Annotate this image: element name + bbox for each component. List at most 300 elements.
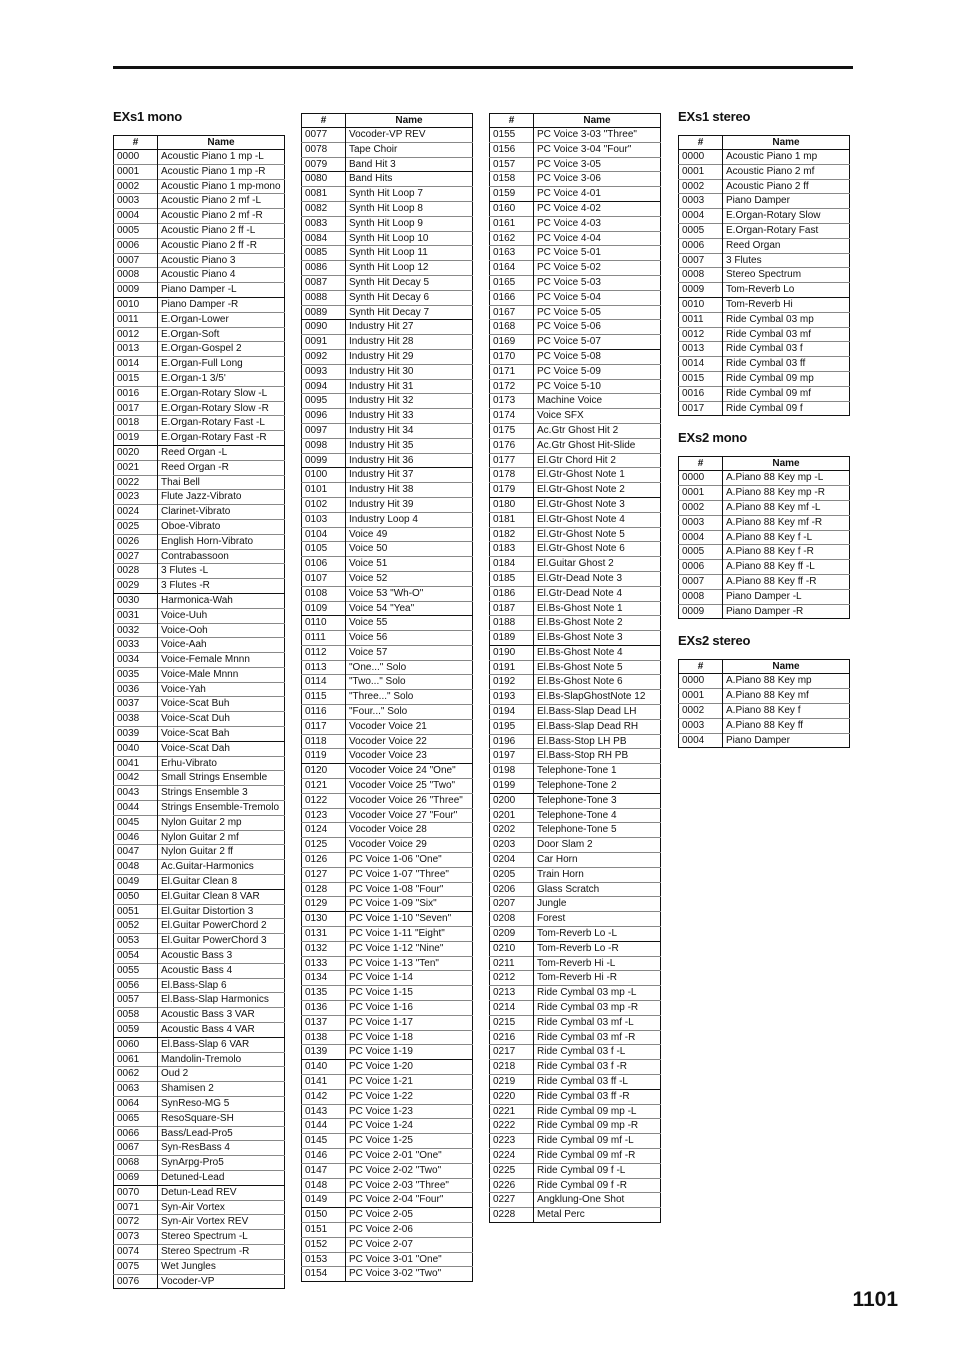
sample-name: PC Voice 2-06 <box>346 1222 473 1237</box>
sample-name: E.Organ-Soft <box>158 327 285 342</box>
table-row <box>302 1060 473 1075</box>
table-row <box>490 379 661 394</box>
table-row <box>302 571 473 586</box>
header-name: Name <box>346 114 473 128</box>
table-row <box>679 589 850 604</box>
sample-number: 0225 <box>490 1163 534 1178</box>
table-row <box>490 1148 661 1163</box>
sample-number: 0019 <box>114 431 158 446</box>
table-row <box>114 534 285 549</box>
sample-number: 0142 <box>302 1089 346 1104</box>
table-row <box>114 401 285 416</box>
table-row <box>114 845 285 860</box>
sample-name: Voice 56 <box>346 631 473 646</box>
table-row <box>302 1134 473 1149</box>
sample-number: 0186 <box>490 586 534 601</box>
sample-number: 0151 <box>302 1222 346 1237</box>
table-row <box>114 1052 285 1067</box>
sample-name: Voice 55 <box>346 616 473 631</box>
sample-name: PC Voice 1-14 <box>346 971 473 986</box>
sample-number: 0008 <box>679 589 723 604</box>
sample-name: Telephone-Tone 1 <box>534 764 661 779</box>
table-row <box>679 401 850 416</box>
sample-number: 0095 <box>302 394 346 409</box>
sample-name: El.Gtr-Ghost Note 5 <box>534 527 661 542</box>
sample-name: Ride Cymbal 09 f <box>723 401 850 416</box>
table-row <box>114 1215 285 1230</box>
table-row <box>302 1015 473 1030</box>
sample-name: E.Organ-Rotary Slow -R <box>158 401 285 416</box>
sample-name: PC Voice 3-03 "Three" <box>537 129 637 140</box>
sample-number: 0002 <box>114 179 158 194</box>
sample-number: 0047 <box>114 845 158 860</box>
sample-number: 0184 <box>490 557 534 572</box>
sample-name: Industry Hit 33 <box>346 409 473 424</box>
sample-number: 0084 <box>302 231 346 246</box>
sample-name: Nylon Guitar 2 mp <box>158 815 285 830</box>
table-row <box>302 423 473 438</box>
sample-name: El.Guitar Clean 8 <box>158 875 285 890</box>
table-row <box>114 179 285 194</box>
table-row <box>490 1193 661 1208</box>
top-rule <box>113 66 853 69</box>
table-row <box>114 638 285 653</box>
sample-number: 0172 <box>490 379 534 394</box>
sample-name: Acoustic Piano 2 mf -R <box>158 209 285 224</box>
table-row <box>302 882 473 897</box>
table-row <box>302 749 473 764</box>
table-row <box>302 719 473 734</box>
sample-number: 0113 <box>302 660 346 675</box>
table-row <box>302 1045 473 1060</box>
sample-number: 0015 <box>679 371 723 386</box>
sample-number: 0043 <box>114 786 158 801</box>
table-row <box>490 571 661 586</box>
table-row <box>679 604 850 619</box>
table-row <box>114 1259 285 1274</box>
table-row <box>302 867 473 882</box>
table-row <box>114 549 285 564</box>
sample-number: 0093 <box>302 364 346 379</box>
sample-number: 0179 <box>490 483 534 498</box>
sample-number: 0164 <box>490 261 534 276</box>
sample-number: 0013 <box>114 342 158 357</box>
sample-number: 0065 <box>114 1111 158 1126</box>
sample-number: 0180 <box>490 497 534 512</box>
table-row <box>114 1230 285 1245</box>
sample-number: 0038 <box>114 712 158 727</box>
table-row <box>114 564 285 579</box>
sample-number: 0087 <box>302 275 346 290</box>
sample-number: 0221 <box>490 1104 534 1119</box>
sample-number: 0001 <box>679 689 723 704</box>
sample-name: Voice 57 <box>346 645 473 660</box>
table-row <box>679 327 850 342</box>
sample-number: 0027 <box>114 549 158 564</box>
sample-name: A.Piano 88 Key f <box>723 703 850 718</box>
table-row <box>302 1193 473 1208</box>
table-row <box>679 545 850 560</box>
table-row <box>490 749 661 764</box>
table-row <box>490 453 661 468</box>
table-row <box>302 335 473 350</box>
sample-name: Machine Voice <box>534 394 661 409</box>
table-row <box>302 542 473 557</box>
sample-name: E.Organ-Rotary Slow -L <box>158 386 285 401</box>
sample-name: Reed Organ <box>723 238 850 253</box>
sample-number: 0133 <box>302 956 346 971</box>
sample-name: Piano Damper <box>723 733 850 748</box>
sample-number: 0146 <box>302 1148 346 1163</box>
sample-name: Ride Cymbal 09 mf -R <box>534 1148 661 1163</box>
table-row <box>490 631 661 646</box>
sample-name: E.Organ-Rotary Fast <box>723 223 850 238</box>
table-row <box>302 631 473 646</box>
sample-name: Voice-Male Mnnn <box>158 667 285 682</box>
sample-number: 0028 <box>114 564 158 579</box>
table-row <box>679 574 850 589</box>
sample-name: Jungle <box>534 897 661 912</box>
table-row <box>490 1089 661 1104</box>
exs2-stereo-title: EXs2 stereo <box>678 633 751 649</box>
sample-number: 0092 <box>302 349 346 364</box>
sample-number: 0069 <box>114 1170 158 1185</box>
sample-number: 0153 <box>302 1252 346 1267</box>
sample-name: Metal Perc <box>534 1208 661 1223</box>
sample-name: Vocoder Voice 21 <box>346 719 473 734</box>
sample-number: 0147 <box>302 1163 346 1178</box>
table-row <box>679 500 850 515</box>
table-row <box>302 557 473 572</box>
sample-name: PC Voice 1-20 <box>346 1060 473 1075</box>
sample-number: 0135 <box>302 986 346 1001</box>
sample-name: Ride Cymbal 03 f -L <box>534 1045 661 1060</box>
sample-number: 0080 <box>302 172 346 187</box>
sample-name: Synth Hit Loop 8 <box>346 201 473 216</box>
table-row <box>114 756 285 771</box>
table-row <box>302 927 473 942</box>
sample-number: 0140 <box>302 1060 346 1075</box>
sample-name: Door Slam 2 <box>534 838 661 853</box>
table-row <box>302 853 473 868</box>
sample-name: Industry Hit 30 <box>346 364 473 379</box>
sample-number: 0196 <box>490 734 534 749</box>
sample-number: 0168 <box>490 320 534 335</box>
sample-name: Acoustic Piano 2 mf <box>723 164 850 179</box>
page-number: 1101 <box>852 1288 898 1311</box>
sample-name: PC Voice 4-02 <box>534 201 661 216</box>
table-row <box>490 409 661 424</box>
table-row <box>114 1244 285 1259</box>
sample-name: A.Piano 88 Key ff <box>723 718 850 733</box>
sample-number: 0205 <box>490 867 534 882</box>
table-row <box>302 320 473 335</box>
table-row <box>490 586 661 601</box>
sample-name: PC Voice 2-01 "One" <box>346 1148 473 1163</box>
table-row <box>114 505 285 520</box>
sample-name: Telephone-Tone 2 <box>534 779 661 794</box>
sample-number: 0204 <box>490 853 534 868</box>
sample-number: 0138 <box>302 1030 346 1045</box>
sample-name: Nylon Guitar 2 ff <box>158 845 285 860</box>
sample-name: Ride Cymbal 09 mp -L <box>534 1104 661 1119</box>
sample-number: 0114 <box>302 675 346 690</box>
sample-number: 0102 <box>302 497 346 512</box>
sample-name: Acoustic Bass 3 <box>158 949 285 964</box>
sample-number: 0211 <box>490 956 534 971</box>
table-row <box>490 1208 661 1223</box>
sample-name: Industry Hit 28 <box>346 335 473 350</box>
sample-name: Ride Cymbal 03 mp -R <box>534 1001 661 1016</box>
table-row <box>114 1126 285 1141</box>
table-row <box>679 386 850 401</box>
sample-number: 0002 <box>679 703 723 718</box>
table-row <box>679 689 850 704</box>
sample-name: Telephone-Tone 5 <box>534 823 661 838</box>
sample-name: El.Gtr-Ghost Note 3 <box>534 497 661 512</box>
header-name: Name <box>534 114 661 128</box>
sample-number: 0220 <box>490 1089 534 1104</box>
sample-number: 0177 <box>490 453 534 468</box>
sample-name: Vocoder-VP REV <box>349 129 426 140</box>
sample-name: "Three..." Solo <box>346 690 473 705</box>
table-row <box>490 557 661 572</box>
sample-name: Piano Damper -R <box>723 604 850 619</box>
sample-name: Ride Cymbal 03 ff -L <box>534 1075 661 1090</box>
exs1-mono-table-1 <box>113 135 285 1289</box>
sample-name: Contrabassoon <box>158 549 285 564</box>
sample-name: Band Hit 3 <box>346 157 473 172</box>
sample-name: PC Voice 2-03 "Three" <box>346 1178 473 1193</box>
sample-name: PC Voice 2-02 "Two" <box>346 1163 473 1178</box>
sample-name: Ride Cymbal 03 mf -L <box>534 1015 661 1030</box>
sample-name: Synth Hit Decay 6 <box>346 290 473 305</box>
sample-number: 0003 <box>679 515 723 530</box>
sample-name: Vocoder-VP <box>158 1274 285 1289</box>
sample-number: 0132 <box>302 941 346 956</box>
table-row <box>490 142 661 157</box>
sample-number: 0004 <box>679 733 723 748</box>
table-row <box>490 468 661 483</box>
header-name: Name <box>158 136 285 150</box>
sample-number: 0195 <box>490 719 534 734</box>
sample-number: 0136 <box>302 1001 346 1016</box>
sample-number: 0157 <box>490 157 534 172</box>
table-row <box>490 349 661 364</box>
sample-name: PC Voice 1-24 <box>346 1119 473 1134</box>
table-row <box>490 438 661 453</box>
header-number: # <box>679 136 723 150</box>
sample-name: Clarinet-Vibrato <box>158 505 285 520</box>
table-row <box>114 697 285 712</box>
sample-name: Shamisen 2 <box>158 1082 285 1097</box>
sample-number: 0075 <box>114 1259 158 1274</box>
sample-number: 0105 <box>302 542 346 557</box>
sample-name: ResoSquare-SH <box>158 1111 285 1126</box>
sample-number: 0137 <box>302 1015 346 1030</box>
sample-name: PC Voice 3-05 <box>534 157 661 172</box>
header-number: # <box>114 136 158 150</box>
sample-number: 0212 <box>490 971 534 986</box>
sample-number: 0104 <box>302 527 346 542</box>
sample-number: 0016 <box>114 386 158 401</box>
table-row <box>302 1089 473 1104</box>
table-row <box>114 386 285 401</box>
sample-number: 0014 <box>114 357 158 372</box>
table-row <box>302 705 473 720</box>
table-row <box>302 438 473 453</box>
sample-number: 0068 <box>114 1156 158 1171</box>
sample-name: PC Voice 5-01 <box>534 246 661 261</box>
sample-number: 0005 <box>679 223 723 238</box>
sample-name: Industry Hit 37 <box>346 468 473 483</box>
table-row <box>490 187 661 202</box>
table-row <box>490 128 661 143</box>
sample-name: 3 Flutes <box>723 253 850 268</box>
table-row <box>114 1274 285 1289</box>
table-row <box>114 431 285 446</box>
sample-name: El.Bass-Stop LH PB <box>534 734 661 749</box>
sample-name: PC Voice 3-01 "One" <box>346 1252 473 1267</box>
sample-number: 0096 <box>302 409 346 424</box>
table-row <box>302 1252 473 1267</box>
sample-name: Acoustic Piano 1 mp-mono <box>158 179 285 194</box>
table-row <box>114 268 285 283</box>
table-row <box>114 904 285 919</box>
table-row <box>114 860 285 875</box>
sample-name: Piano Damper <box>723 194 850 209</box>
table-row <box>302 690 473 705</box>
sample-name: Industry Loop 4 <box>346 512 473 527</box>
sample-number: 0110 <box>302 616 346 631</box>
table-row <box>114 1008 285 1023</box>
sample-number: 0024 <box>114 505 158 520</box>
sample-number: 0001 <box>679 486 723 501</box>
sample-number: 0041 <box>114 756 158 771</box>
sample-name: PC Voice 1-23 <box>346 1104 473 1119</box>
table-row <box>679 268 850 283</box>
sample-number: 0199 <box>490 779 534 794</box>
sample-name: A.Piano 88 Key mp -L <box>726 472 824 484</box>
exs1-mono-table-3 <box>489 113 661 1223</box>
table-row <box>679 515 850 530</box>
sample-name: Voice-Female Mnnn <box>158 653 285 668</box>
sample-number: 0074 <box>114 1244 158 1259</box>
sample-name: Ride Cymbal 09 f -L <box>534 1163 661 1178</box>
table-row <box>302 1001 473 1016</box>
table-row <box>114 608 285 623</box>
sample-number: 0127 <box>302 867 346 882</box>
table-row <box>679 718 850 733</box>
sample-name: Acoustic Piano 1 mp -R <box>158 164 285 179</box>
table-row <box>490 1030 661 1045</box>
table-row <box>302 1104 473 1119</box>
table-row <box>490 527 661 542</box>
table-row <box>679 703 850 718</box>
table-row <box>679 253 850 268</box>
sample-name: E.Organ-Lower <box>158 312 285 327</box>
sample-name: Industry Hit 35 <box>346 438 473 453</box>
sample-name: Voice-Scat Bah <box>158 727 285 742</box>
sample-number: 0208 <box>490 912 534 927</box>
sample-number: 0120 <box>302 764 346 779</box>
table-row <box>114 741 285 756</box>
sample-name: Piano Damper -L <box>158 283 285 298</box>
sample-number: 0032 <box>114 623 158 638</box>
sample-name: Vocoder Voice 24 "One" <box>346 764 473 779</box>
sample-number: 0037 <box>114 697 158 712</box>
table-row <box>679 179 850 194</box>
sample-name: "One..." Solo <box>346 660 473 675</box>
table-row <box>679 560 850 575</box>
table-row <box>490 290 661 305</box>
sample-number: 0083 <box>302 216 346 231</box>
table-row <box>114 815 285 830</box>
sample-number: 0216 <box>490 1030 534 1045</box>
sample-name: Ride Cymbal 03 ff -R <box>534 1089 661 1104</box>
sample-name: PC Voice 4-01 <box>534 187 661 202</box>
table-row <box>114 875 285 890</box>
sample-number: 0002 <box>679 500 723 515</box>
sample-name: PC Voice 1-12 "Nine" <box>346 941 473 956</box>
sample-name: Ride Cymbal 09 mf <box>723 386 850 401</box>
sample-number: 0009 <box>679 283 723 298</box>
sample-number: 0118 <box>302 734 346 749</box>
table-row <box>490 1075 661 1090</box>
sample-number: 0062 <box>114 1067 158 1082</box>
table-row <box>490 1060 661 1075</box>
sample-number: 0012 <box>679 327 723 342</box>
sample-number: 0081 <box>302 187 346 202</box>
sample-name: Industry Hit 39 <box>346 497 473 512</box>
sample-number: 0115 <box>302 690 346 705</box>
sample-number: 0224 <box>490 1148 534 1163</box>
sample-number: 0088 <box>302 290 346 305</box>
table-row <box>114 1111 285 1126</box>
sample-name: PC Voice 1-15 <box>346 986 473 1001</box>
table-row <box>490 675 661 690</box>
sample-number: 0192 <box>490 675 534 690</box>
table-row <box>302 1267 473 1282</box>
sample-number: 0004 <box>679 530 723 545</box>
exs1-stereo-title: EXs1 stereo <box>678 109 751 124</box>
table-row <box>302 1030 473 1045</box>
table-row <box>114 682 285 697</box>
table-row <box>302 216 473 231</box>
table-row <box>490 201 661 216</box>
sample-number: 0059 <box>114 1023 158 1038</box>
sample-name: Nylon Guitar 2 mf <box>158 830 285 845</box>
table-row <box>114 667 285 682</box>
sample-name: Voice 54 "Yea" <box>346 601 473 616</box>
sample-number: 0045 <box>114 815 158 830</box>
table-row <box>490 986 661 1001</box>
sample-name: PC Voice 2-04 "Four" <box>346 1193 473 1208</box>
header-number: # <box>302 114 346 128</box>
sample-name: El.Bass-Slap Dead RH <box>534 719 661 734</box>
sample-name: PC Voice 5-06 <box>534 320 661 335</box>
table-row <box>302 275 473 290</box>
sample-name: Train Horn <box>534 867 661 882</box>
sample-number: 0008 <box>679 268 723 283</box>
sample-name: Industry Hit 38 <box>346 483 473 498</box>
sample-name: Voice 51 <box>346 557 473 572</box>
sample-number: 0034 <box>114 653 158 668</box>
sample-name: Voice 52 <box>346 571 473 586</box>
sample-name: Small Strings Ensemble <box>158 771 285 786</box>
table-row <box>490 305 661 320</box>
sample-name: A.Piano 88 Key mf -R <box>723 515 850 530</box>
